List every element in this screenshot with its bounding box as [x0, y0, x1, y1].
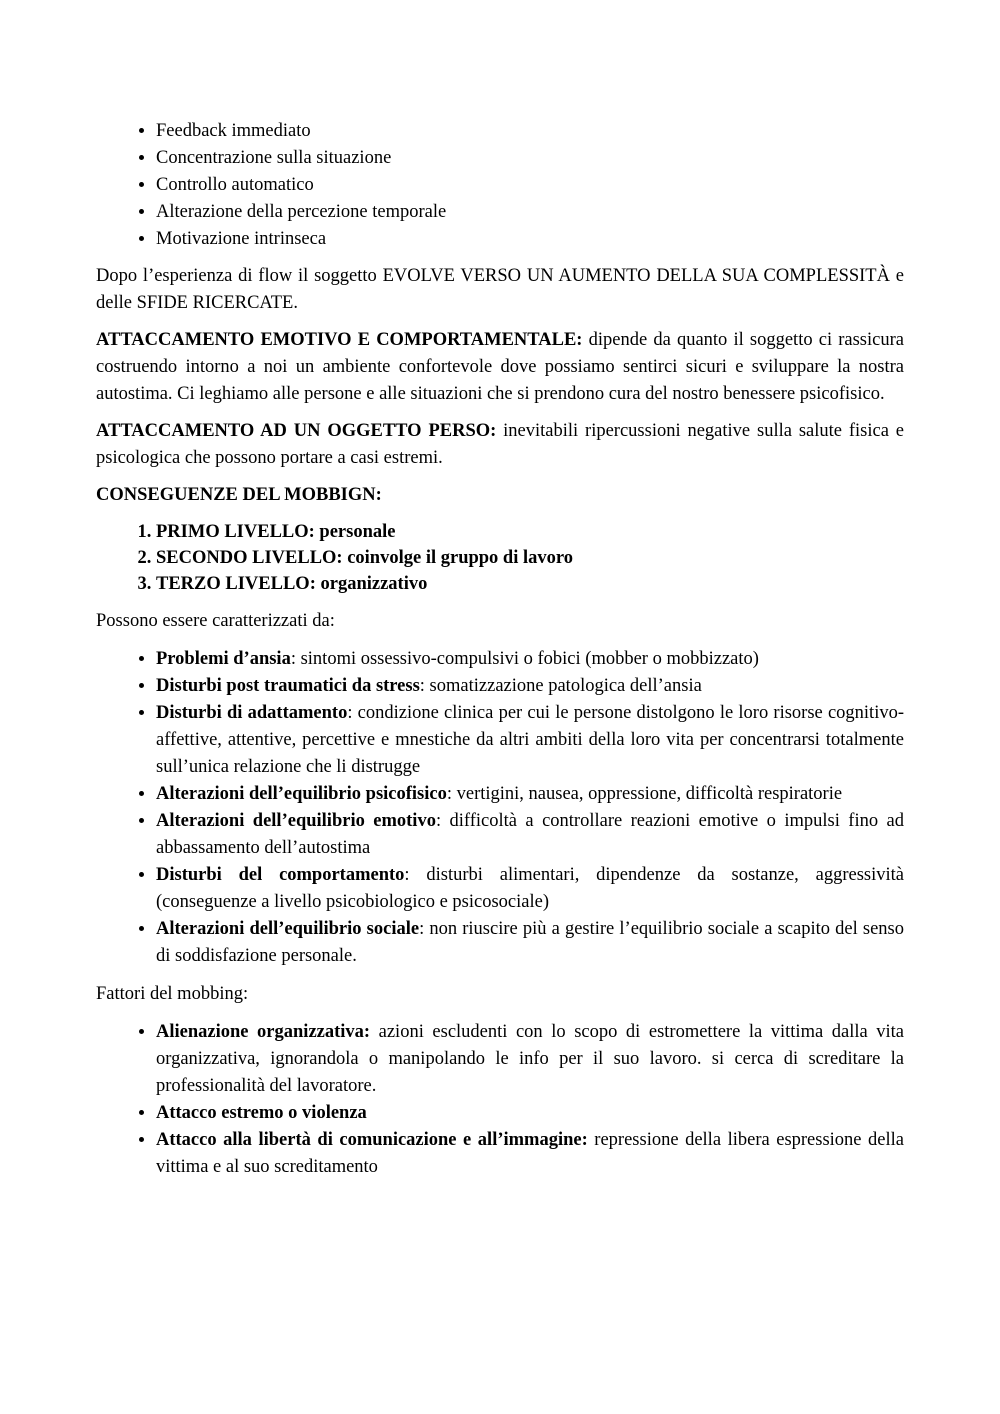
list-item: [156, 916, 904, 970]
list-item: 1. PRIMO LIVELLO: personale: [156, 519, 904, 545]
list-item: [156, 781, 904, 808]
term: ATTACCAMENTO AD UN OGGETTO PERSO:: [96, 421, 497, 441]
term: Attacco estremo o violenza: [156, 1103, 367, 1123]
list-item: [156, 673, 904, 700]
term: Disturbi del comportamento: [156, 865, 405, 885]
definition: : difficoltà a controllare reazioni emotive o impulsi fino ad abbassamento dell’autostima: [156, 811, 904, 858]
list-item: [156, 1100, 904, 1127]
list-item: • Motivazione intrinseca: [156, 226, 904, 253]
list-item: [156, 862, 904, 916]
caratterizzati-intro: Possono essere caratterizzati da:: [96, 611, 335, 631]
document-page: [96, 118, 904, 1181]
list-item: • Controllo automatico: [156, 172, 904, 199]
term: Problemi d’ansia: [156, 649, 291, 669]
definition: : sintomi ossessivo-compulsivi o fobici (mobber o mobbizzato): [290, 649, 759, 669]
definition: repressione della libera espressione della vittima e al suo screditamento: [156, 1130, 905, 1177]
term: Disturbi di adattamento: [156, 703, 348, 723]
list-item: • Feedback immediato: [156, 118, 904, 145]
definition: : disturbi alimentari, dipendenze da sostanze, aggressività (conseguenze a livello psicobiologico e psicosociale): [156, 865, 904, 912]
definition: azioni escludenti con lo scopo di estromettere la vittima dalla vita organizzativa, ignorandola o manipolando le info per il suo lavoro. si cerca di screditare la professionalità del lavoratore.: [156, 1022, 904, 1096]
term: Alterazioni dell’equilibrio sociale: [156, 919, 420, 939]
definition: inevitabili ripercussioni negative sulla salute fisica e psicologica che possono portare a casi estremi.: [96, 421, 904, 468]
definition: : condizione clinica per cui le persone distolgono le loro risorse cognitivo-affettive, attentive, percettive e mnestiche da altri ambiti della loro vita per concentrarsi totalmente sull’unica relazione che li distrugge: [156, 703, 904, 777]
list-item: [156, 808, 904, 862]
disturbi-list: [96, 646, 904, 970]
term: ATTACCAMENTO EMOTIVO E COMPORTAMENTALE:: [96, 330, 583, 350]
attaccamento-emotivo-paragraph: [96, 327, 904, 408]
attaccamento-perso-paragraph: [96, 418, 904, 472]
list-item: 2. SECONDO LIVELLO: coinvolge il gruppo di lavoro: [156, 545, 904, 571]
fattori-list: [96, 1019, 904, 1181]
definition: : somatizzazione patologica dell’ansia: [419, 676, 702, 696]
definition: : vertigini, nausea, oppressione, difficoltà respiratorie: [446, 784, 843, 804]
list-item: [156, 700, 904, 781]
list-item: [156, 646, 904, 673]
term: Alienazione organizzativa:: [156, 1022, 371, 1042]
term: Disturbi post traumatici da stress: [156, 676, 420, 696]
conseguenze-heading: CONSEGUENZE DEL MOBBIGN:: [96, 485, 382, 505]
flow-traits-list: [96, 118, 904, 253]
term: Alterazioni dell’equilibrio psicofisico: [156, 784, 447, 804]
definition: : non riuscire più a gestire l’equilibrio sociale a scapito del senso di soddisfazione personale.: [156, 919, 904, 966]
list-item: • Alterazione della percezione temporale: [156, 199, 904, 226]
definition: dipende da quanto il soggetto ci rassicura costruendo intorno a noi un ambiente confortevole dove possiamo sentirci sicuri e sviluppare la nostra autostima. Ci leghiamo alle persone e alle situazioni che si prendono cura del nostro benessere psicofisico.: [96, 330, 904, 404]
livelli-list: [96, 519, 904, 597]
term: Alterazioni dell’equilibrio emotivo: [156, 811, 436, 831]
term: Attacco alla libertà di comunicazione e all’immagine:: [156, 1130, 588, 1150]
flow-after-paragraph: Dopo l’esperienza di flow il soggetto EVOLVE VERSO UN AUMENTO DELLA SUA COMPLESSITÀ e delle SFIDE RICERCATE.: [96, 266, 904, 313]
list-item: • Concentrazione sulla situazione: [156, 145, 904, 172]
fattori-intro: Fattori del mobbing:: [96, 984, 249, 1004]
list-item: 3. TERZO LIVELLO: organizzativo: [156, 571, 904, 597]
list-item: [156, 1019, 904, 1100]
list-item: [156, 1127, 904, 1181]
